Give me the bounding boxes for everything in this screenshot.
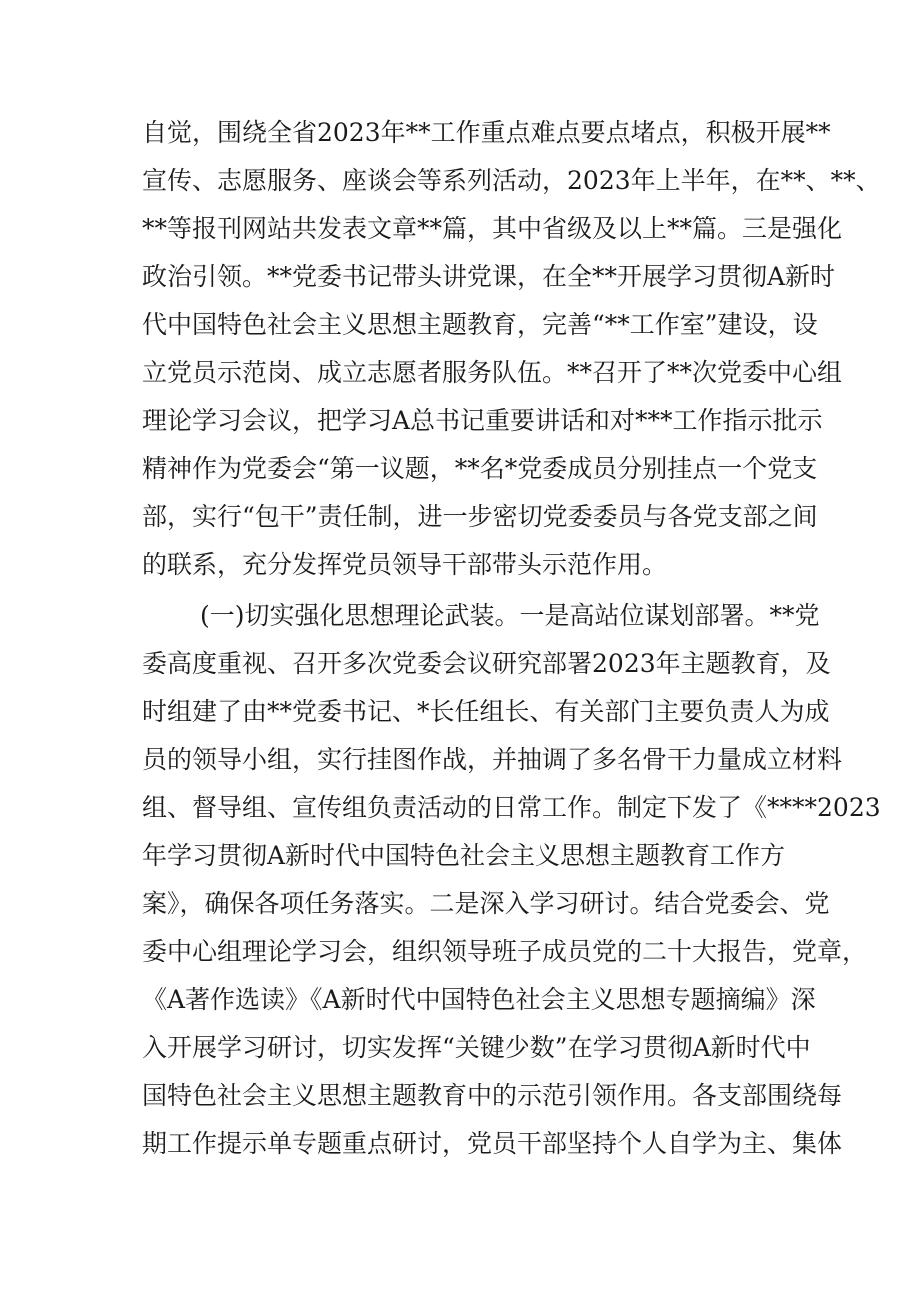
text-line-12: 委高度重视、召开多次党委会议研究部署2023年主题教育，及	[142, 649, 831, 678]
text-line-13: 时组建了由**党委书记、*长任组长、有关部门主要负责人为成	[142, 697, 830, 726]
text-line-10: 的联系，充分发挥党员领导干部带头示范作用。	[142, 550, 668, 579]
text-line-15: 组、督导组、宣传组负责活动的日常工作。制定下发了《****2023	[142, 793, 881, 822]
text-line-17: 案》，确保各项任务落实。二是深入学习研讨。结合党委会、党	[142, 889, 830, 918]
text-line-9: 部，实行“包干”责任制，进一步密切党委委员与各党支部之间	[142, 502, 818, 531]
text-line-5: 代中国特色社会主义思想主题教育，完善“**工作室”建设，设	[142, 310, 818, 339]
text-line-8: 精神作为党委会“第一议题，**名*党委成员分别挂点一个党支	[142, 454, 818, 483]
text-line-4: 政治引领。**党委书记带头讲党课，在全**开展学习贯彻A新时	[142, 262, 836, 291]
text-line-21: 国特色社会主义思想主题教育中的示范引领作用。各支部围绕每	[142, 1081, 843, 1110]
text-line-3: **等报刊网站共发表文章**篇，其中省级及以上**篇。三是强化	[142, 214, 843, 243]
text-line-6: 立党员示范岗、成立志愿者服务队伍。**召开了**次党委中心组	[142, 358, 843, 387]
text-line-18: 委中心组理论学习会，组织领导班子成员党的二十大报告，党章，	[142, 937, 868, 966]
text-line-14: 员的领导小组，实行挂图作战，并抽调了多名骨干力量成立材料	[142, 745, 843, 774]
text-line-19: 《A著作选读》《A新时代中国特色社会主义思想专题摘编》深	[142, 985, 816, 1014]
text-line-2: 宣传、志愿服务、座谈会等系列活动，2023年上半年，在**、**、	[142, 166, 881, 195]
text-line-1: 自觉，围绕全省2023年**工作重点难点要点堵点，积极开展**	[142, 118, 831, 147]
text-line-7: 理论学习会议，把学习A总书记重要讲话和对***工作指示批示	[142, 406, 823, 435]
text-line-22: 期工作提示单专题重点研讨，党员干部坚持个人自学为主、集体	[142, 1129, 843, 1158]
text-line-16: 年学习贯彻A新时代中国特色社会主义思想主题教育工作方	[142, 841, 786, 870]
text-line-20: 入开展学习研讨，切实发挥“关键少数”在学习贯彻A新时代中	[142, 1033, 811, 1062]
section-heading-line: (一)切实强化思想理论武装。一是高站位谋划部署。**党	[200, 601, 820, 630]
